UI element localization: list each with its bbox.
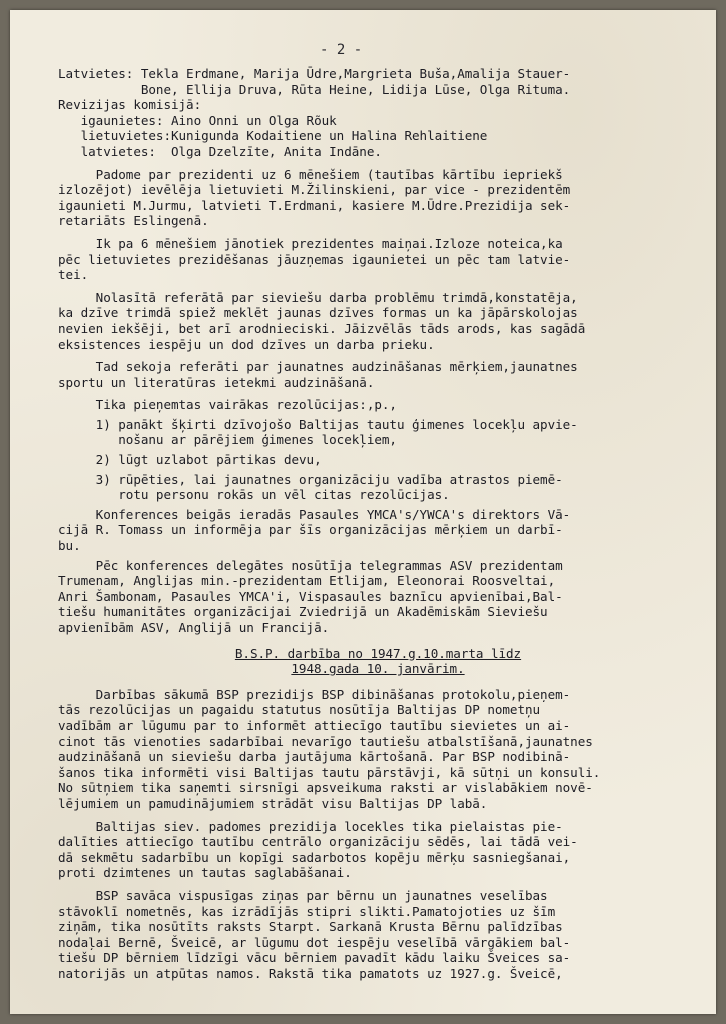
- text-line: Trumenam, Anglijas min.-prezidentam Etlijam, Eleonorai Roosveltai,: [58, 573, 556, 589]
- paragraph: [58, 359, 698, 390]
- resolutions-intro: Tika pieņemtas vairākas rezolūcijas:,p.,: [58, 397, 397, 413]
- text-line: igaunieti M.Jurmu, latvieti T.Erdmani, kasiere M.Ūdre.Prezidija sek-: [58, 197, 571, 213]
- resolution-item: 2) lūgt uzlabot pārtikas devu,: [58, 452, 322, 468]
- text-line: pēc lietuvietes prezidēšanas jāuzņemas igaunietei un pēc tam latvie-: [58, 251, 571, 267]
- text-line: cinot tās vienoties sadarbībai nevarīgo tautiešu atbalstīšanā,jaunatnes: [58, 733, 593, 749]
- paragraph: [58, 687, 698, 812]
- text-line: Pēc konferences delegātes nosūtīja telegrammas ASV prezidentam: [58, 557, 563, 573]
- text-line: igaunietes: Aino Onni un Olga Rõuk: [58, 112, 337, 128]
- heading-line: 1948.gada 10. janvārim.: [291, 661, 465, 677]
- text-line: tiešu humanitātes organizācijai Zviedrijā un Akadēmiskām Sieviešu: [58, 604, 548, 620]
- text-line: apvienībām ASV, Anglijā un Francijā.: [58, 620, 330, 635]
- text-line: lējumiem un pamudinājumiem strādāt visu Baltijas DP labā.: [58, 795, 488, 811]
- text-line: audzināšanā un sieviešu darba jautājuma kārtošanā. Par BSP nodibinā-: [58, 749, 571, 765]
- resolutions: [58, 397, 698, 503]
- text-line: cijā R. Tomass un informēja par šīs organizācijas mērķiem un darbī-: [58, 522, 563, 538]
- text-line: sportu un literatūras ietekmi audzināšanā.: [58, 374, 375, 390]
- document-page: [10, 10, 716, 1014]
- paragraph: [58, 507, 698, 554]
- text-line: dā sekmētu sadarbību un kopīgi sadarbotos kopēju mērķu sasniegšanai,: [58, 849, 571, 865]
- text-line: retariāts Eslingenā.: [58, 213, 209, 229]
- text-line: nodaļai Bernē, Šveicē, ar lūgumu dot iespēju veselībā vārgākiem bal-: [58, 934, 571, 950]
- text-line: Ik pa 6 mēnešiem jānotiek prezidentes maiņai.Izloze noteica,ka: [58, 235, 563, 251]
- paragraph: [58, 558, 698, 636]
- members-list: [58, 66, 698, 160]
- text-line: tās rezolūcijas un pagaidu statutus nosūtīja Baltijas DP nometņu: [58, 702, 541, 718]
- text-line: Padome par prezidenti uz 6 mēnešiem (tautības kārtību iepriekš: [58, 166, 563, 182]
- text-line: bu.: [58, 538, 81, 554]
- resolution-item: nošanu ar pārējiem ģimenes locekļiem,: [58, 432, 397, 448]
- page-number: - 2 -: [320, 42, 363, 58]
- text-line: vadībām ar lūgumu par to informēt attiecīgo tautību sievietes un ai-: [58, 717, 571, 733]
- text-line: eksistences iespēju un dod dzīves un darba prieku.: [58, 336, 435, 352]
- text-line: ka dzīve trimdā spiež meklēt jaunas dzīves formas un ka jāpārskolojas: [58, 305, 578, 321]
- text-line: nevien iekšēji, bet arī arodnieciski. Jāizvēlās tāds arods, kas sagādā: [58, 320, 586, 336]
- text-line: Nolasītā referātā par sieviešu darba problēmu trimdā,konstatēja,: [58, 289, 578, 305]
- text-line: Darbības sākumā BSP prezidijs BSP dibināšanas protokolu,pieņem-: [58, 686, 571, 702]
- text-line: Konferences beigās ieradās Pasaules YMCA's/YWCA's direktors Vā-: [58, 506, 571, 522]
- text-line: Bone, Ellija Druva, Rūta Heine, Lidija Lūse, Olga Rituma.: [58, 81, 571, 97]
- section-heading: [58, 646, 698, 677]
- text-line: izlozējot) ievēlēja lietuvieti M.Žilinskieni, par vice - prezidentēm: [58, 182, 571, 198]
- resolution-item: 3) rūpēties, lai jaunatnes organizāciju vadība atrastos piemē-: [58, 471, 563, 487]
- text-line: latvietes: Olga Dzelzīte, Anita Indāne.: [58, 143, 382, 159]
- text-line: BSP savāca vispusīgas ziņas par bērnu un jaunatnes veselības: [58, 887, 548, 903]
- paragraph: [58, 888, 698, 982]
- text-line: Revizijas komisijā:: [58, 97, 202, 113]
- text-line: proti dzimtenes un tautas saglabāšanai.: [58, 865, 352, 881]
- text-line: tei.: [58, 267, 89, 283]
- heading-line: B.S.P. darbība no 1947.g.10.marta līdz: [234, 645, 522, 661]
- text-line: natorijās un atpūtas namos. Rakstā tika pamatots uz 1927.g. Šveicē,: [58, 965, 563, 981]
- text-line: Baltijas siev. padomes prezidija locekles tika pielaistas pie-: [58, 818, 563, 834]
- paragraph: [58, 290, 698, 352]
- resolution-item: 1) panākt šķirti dzīvojošo Baltijas tautu ģimenes locekļu apvie-: [58, 416, 578, 432]
- paragraph: [58, 236, 698, 283]
- text-line: tiešu DP bērniem līdzīgi vācu bērniem pavadīt kādu laiku Šveices sa-: [58, 950, 571, 966]
- resolution-item: rotu personu rokās un vēl citas rezolūcijas.: [58, 487, 450, 503]
- text-line: Anri Šambonam, Pasaules YMCA'i, Vispasaules baznīcu apvienībai,Bal-: [58, 588, 563, 604]
- document-body: [58, 66, 698, 981]
- text-line: Tad sekoja referāti par jaunatnes audzināšanas mērķiem,jaunatnes: [58, 359, 578, 375]
- paragraph: [58, 819, 698, 881]
- text-line: šanos tika informēti visi Baltijas tautu pārstāvji, kā sūtņi un konsuli.: [58, 764, 601, 780]
- text-line: dalīties attiecīgo tautību centrālo organizāciju sēdēs, lai tādā vei-: [58, 834, 578, 850]
- text-line: lietuvietes:Kunigunda Kodaitiene un Halina Rehlaitiene: [58, 128, 488, 144]
- text-line: No sūtņiem tika saņemti sirsnīgi apsveikuma raksti ar vislabākiem novē-: [58, 780, 593, 796]
- text-line: stāvoklī nometnēs, kas izrādījās stipri slikti.Pamatojoties uz šīm: [58, 903, 556, 919]
- text-line: Latvietes: Tekla Erdmane, Marija Ūdre,Margrieta Buša,Amalija Stauer-: [58, 66, 571, 81]
- paragraph: [58, 167, 698, 229]
- text-line: ziņām, tika nosūtīts raksts Starpt. Sarkanā Krusta Bērnu palīdzības: [58, 919, 563, 935]
